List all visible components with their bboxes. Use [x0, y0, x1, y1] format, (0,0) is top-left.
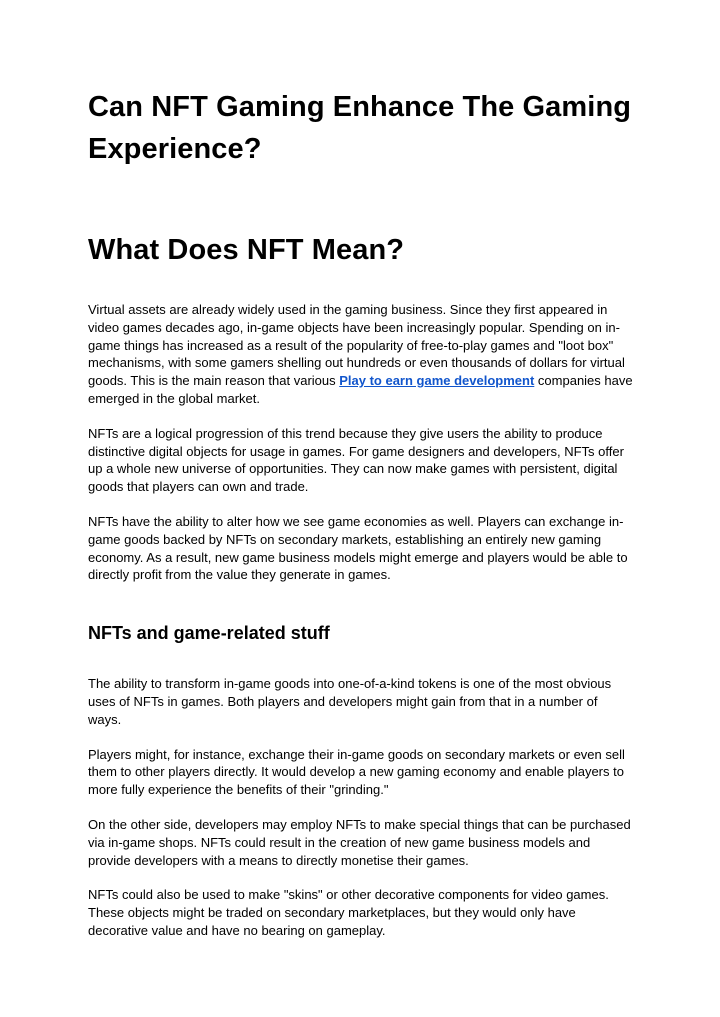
section-heading-what-does-nft-mean: What Does NFT Mean?: [88, 234, 405, 266]
paragraph: Players might, for instance, exchange their in-game goods on secondary markets or even sell them to other players directly. It would develop a new gaming economy and enable players to more fully experience the benefits of their "grinding.": [88, 746, 625, 798]
paragraph: NFTs are a logical progression of this trend because they give users the ability to produce distinctive digital objects for usage in games. For game designers and developers, NFTs offer up a whole new universe of opportunities. They can now make games with persistent, digital goods that players can own and trade.: [88, 425, 624, 495]
paragraph-text: Virtual assets are already widely used in the gaming business. Since they first appeared in video games decades ago, in-game objects have been increasingly popular. Spending on in-game things has increased as a result of the popularity of free-to-play games and "loot box" mechanisms, with some gamers shelling out hundreds or even thousands of dollars for virtual goods. This is the main reason that various: [88, 302, 625, 389]
paragraph-text: companies have emerged in the global market.: [88, 373, 633, 406]
paragraph: NFTs could also be used to make "skins" or other decorative components for video games. These objects might be traded on secondary marketplaces, but they would only have decorative value and have no bearing on gameplay.: [88, 887, 609, 938]
paragraph: The ability to transform in-game goods into one-of-a-kind tokens is one of the most obvious uses of NFTs in games. Both players and developers might gain from that in a number of ways.: [88, 676, 612, 727]
paragraph: [88, 301, 633, 408]
document-title: Can NFT Gaming Enhance The Gaming Experience?: [88, 91, 632, 165]
paragraph: On the other side, developers may employ NFTs to make special things that can be purchased via in-game shops. NFTs could result in the creation of new game business models and provide developers with a means to directly monetise their games.: [88, 816, 631, 868]
section-heading-nfts-and-game-related-stuff: NFTs and game-related stuff: [88, 623, 330, 644]
play-to-earn-link[interactable]: Play to earn game development: [339, 373, 535, 389]
paragraph: NFTs have the ability to alter how we see game economies as well. Players can exchange in-game goods backed by NFTs on secondary markets, establishing an entirely new gaming economy. As a result, new game business models might emerge and players would be able to directly profit from the value they generate in games.: [88, 513, 628, 583]
